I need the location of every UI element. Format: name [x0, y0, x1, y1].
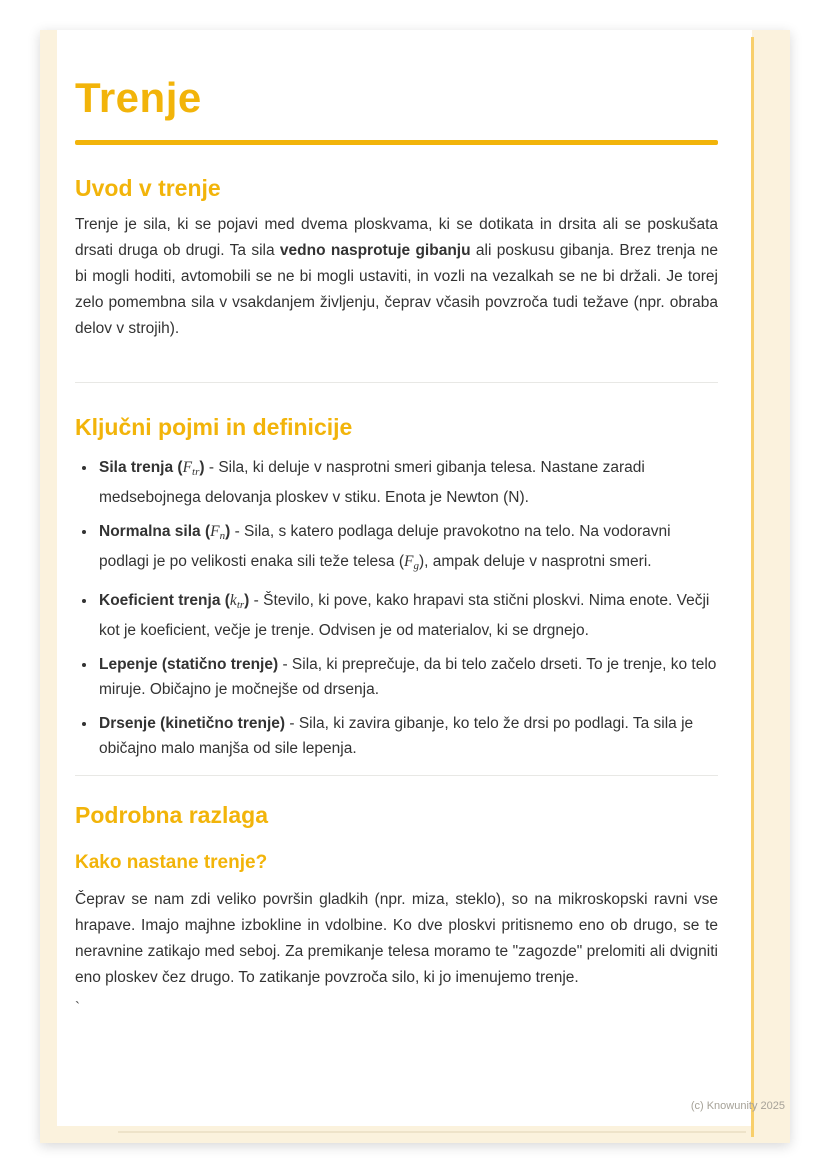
section-heading-intro: Uvod v trenje	[75, 175, 221, 201]
list-item-lepenje: • Lepenje (statično trenje) - Sila, ki preprečuje, da bi telo začelo drseti. To je trenje, ko telo miruje. Običajno je močnejše od drsenja.	[97, 652, 718, 702]
intro-paragraph: Trenje je sila, ki se pojavi med dvema ploskvama, ki se dotikata in drsita ali se poskušata drsati druga ob drugi. Ta sila vedno nasprotuje gibanju ali poskusu gibanja. Brez trenja ne bi mogli hoditi, avtomobili se ne bi mogli ustaviti, in vozli na vezalkah se ne bi držali. Je torej zelo pomembna sila v vsakdanjem življenju, čeprav včasih povzroča tudi težave (npr. obraba delov v strojih).	[75, 216, 718, 337]
stray-character: `	[75, 999, 80, 1016]
title-underline-rule	[75, 140, 718, 145]
list-item-koeficient-trenja: • Koeficient trenja (ktr) - Število, ki pove, kako hrapavi sta stični ploskvi. Nima enote. Večji kot je koeficient, večje je trenje. Odvisen je od materialov, ki se drgnejo.	[97, 588, 718, 643]
document-content	[75, 30, 718, 1016]
subsection-heading: Kako nastane trenje?	[75, 852, 268, 873]
list-item-normalna-sila: • Normalna sila (Fn) - Sila, s katero podlaga deluje pravokotno na telo. Na vodoravni podlagi je po velikosti enaka sili teže telesa (Fg), ampak deluje v nasprotni smeri.	[97, 519, 718, 579]
bottom-rule-line	[118, 1131, 746, 1133]
notebook-margin-line	[751, 37, 754, 1137]
section-divider	[75, 382, 718, 383]
section-divider	[75, 775, 718, 776]
definitions-list	[75, 455, 718, 761]
section-heading-concepts: Ključni pojmi in definicije	[75, 414, 353, 440]
list-item-drsenje: • Drsenje (kinetično trenje) - Sila, ki zavira gibanje, ko telo že drsi po podlagi. Ta sila je običajno malo manjša od sile lepenja.	[97, 711, 718, 761]
page-title: Trenje	[75, 74, 202, 121]
copyright-footer: (c) Knowunity 2025	[690, 1100, 785, 1112]
list-item-sila-trenja: • Sila trenja (Ftr) - Sila, ki deluje v nasprotni smeri gibanja telesa. Nastane zaradi medsebojnega delovanja ploskev v stiku. Enota je Newton (N).	[97, 455, 718, 510]
section-heading-detail: Podrobna razlaga	[75, 802, 268, 828]
document-page-card	[40, 30, 790, 1143]
detail-paragraph: Čeprav se nam zdi veliko površin gladkih (npr. miza, steklo), so na mikroskopski ravni vse hrapave. Imajo majhne izbokline in vdolbine. Ko dve ploskvi pritisnemo eno ob drugo, se te neravnine zatikajo med seboj. Za premikanje telesa moramo te "zagozde" prelomiti ali dvigniti eno ploskev čez drugo. To zatikanje povzroča silo, ki jo imenujemo trenje.	[75, 891, 718, 986]
